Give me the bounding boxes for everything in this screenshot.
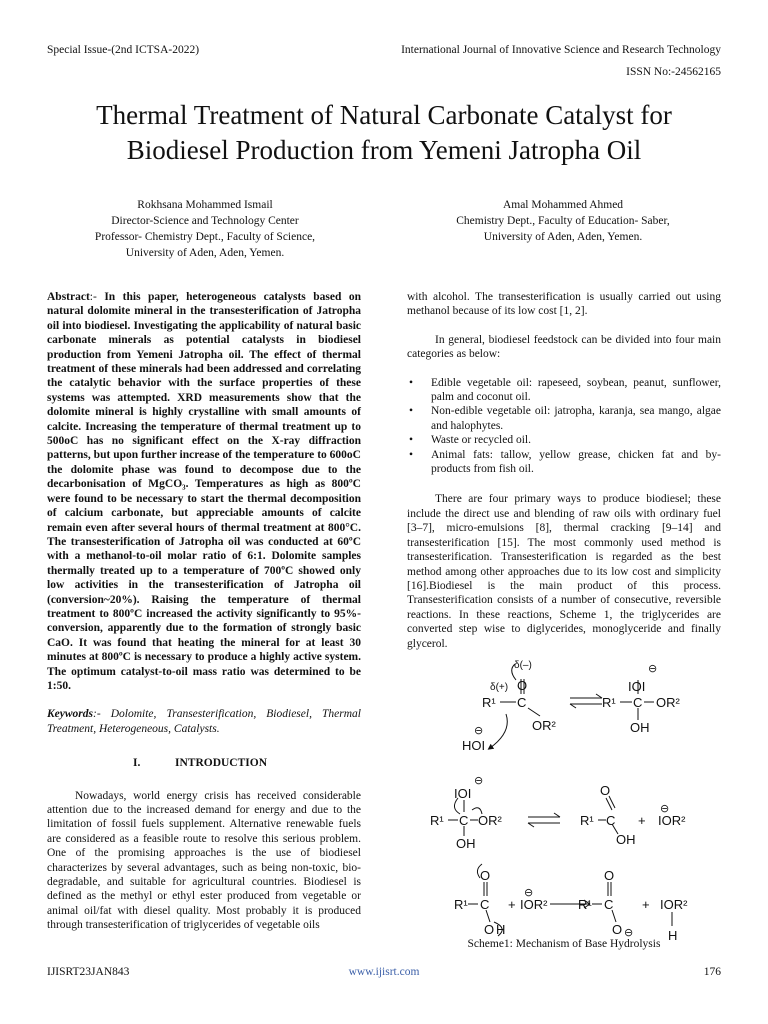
paragraph-feedstock: In general, biodiesel feedstock can be divided into four main categories as below: [407, 333, 721, 361]
hydrogen-label: H [668, 928, 678, 943]
r1-label: R¹ [430, 813, 444, 828]
oh-label: OH [630, 720, 650, 735]
oxygen-anion-label: IOI [628, 679, 646, 694]
footer-page-number: 176 [703, 966, 721, 978]
partial-charge-negative: δ(–) [514, 660, 532, 671]
carbon-label: C [517, 695, 527, 710]
section-title: INTRODUCTION [175, 757, 268, 770]
author-affiliation: Professor- Chemistry Dept., Faculty of Science, [94, 231, 316, 243]
keywords-text: Dolomite, Transesterification, Biodiesel, Thermal Treatment, Heterogeneous, Catalysts. [47, 708, 361, 735]
or2-label: OR² [656, 695, 680, 710]
r1-label: R¹ [578, 897, 592, 912]
keywords: Keywords:- Dolomite, Transesterification, Biodiesel, Thermal Treatment, Heterogeneous, Catalysts. [47, 708, 361, 735]
intro-paragraph: Nowadays, world energy crisis has received considerable attention due to the increased demand for energy and due to the limitation of fossil fuels supplement. Alternative renewable fuels are considered as a feasible route to resolve this serious problem. One of the promising approaches is the use of biodiesel characterizes by several advantages, such as being non-toxic, bio-degradable, and suitable for agricultural countries. Biodiesel is defined as the methyl or ethyl ester produced from vegetable or animal oil/fat with diesel quality. Most probably it is produced through transesterification of triglycerides of vegetable oils [47, 789, 361, 932]
partial-charge-positive: δ(+) [490, 682, 509, 693]
oxygen-label: O [612, 922, 623, 937]
r1-label: R¹ [602, 695, 616, 710]
keywords-label: Keywords [47, 708, 93, 721]
author-block-left [60, 197, 350, 261]
running-header-journal: International Journal of Innovative Science and Research Technology [401, 44, 721, 56]
author-affiliation: University of Aden, Aden, Yemen. [483, 231, 643, 243]
minus-charge: ⊖ [474, 775, 484, 787]
scheme-caption: Scheme1: Mechanism of Base Hydrolysis [467, 938, 661, 950]
minus-charge: ⊖ [624, 927, 634, 939]
abstract-label: Abstract [47, 291, 90, 303]
plus-sign: + [642, 897, 650, 912]
section-number: I. [133, 757, 141, 770]
author-affiliation: Director-Science and Technology Center [111, 215, 299, 227]
paragraph-continued: with alcohol. The transesterification is usually carried out using methanol because of its low cost [1, 2]. [407, 291, 721, 318]
carbon-label: C [459, 813, 469, 828]
author-name: Amal Mohammed Ahmed [502, 199, 624, 211]
alcohol-label: IOR² [660, 897, 688, 912]
minus-charge: ⊖ [524, 887, 534, 899]
paper-title [30, 98, 738, 168]
running-header-issn: ISSN No:-24562165 [626, 66, 721, 78]
abstract: Abstract:- In this paper, heterogeneous catalysts based on natural dolomite mineral in the transesterification of Jatropha oil into biodiesel. Investigating the applicability of natural basic carbonate minerals as potential catalysts in biodiesel production from Yemeni Jatropha oil. The effect of thermal treatment of these minerals had been addressed and correlating the catalytic behavior with the surface properties of these systems was attempted. XRD measurements show that the dolomite mineral is highly crystalline with small amounts of calcite. Increasing the temperature of thermal treatment up to 500oC has no significant effect on the X-ray diffraction patterns, but upon further increase of the temperature to 600oC the dolomite phase was found to decompose due to the decarbonisation of MgCO₃. Temperatures as high as 800ºC were found to be necessary to start the thermal decomposition of calcium carbonate, but appreciable amounts of calcite remain even after several hours of thermal treatment at 800°C. The transesterification of Jatropha oil was conducted at 60ºC with a methanol-to-oil molar ratio of 6:1. Dolomite samples thermally treated up to a temperature of 700ºC showed only low activities in the transesterification of Jatropha oil (conversion~20%). Raising the temperature of thermal treatment to 800ºC increased the activity significantly to 95%-conversion, apparently due to the formation of strongly basic CaO. It was found that heating the mineral for at least 30 minutes at 800ºC is necessary to produce a highly active system. The optimum catalyst-to-oil mass ratio was determined to be 1:50. [47, 291, 361, 692]
author-affiliation: University of Aden, Aden, Yemen. [125, 247, 285, 259]
feedstock-list [407, 376, 721, 477]
carbon-label: C [480, 897, 490, 912]
minus-charge: ⊖ [648, 663, 658, 675]
carbon-label: C [604, 897, 614, 912]
abstract-text: In this paper, heterogeneous catalysts based on natural dolomite mineral in the transesterification of Jatropha oil into biodiesel. Investigating the applicability of natural basic carbonate minerals as potential catalysts in biodiesel production from Yemeni Jatropha oil. The effect of thermal treatment of these minerals had been addressed and correlating the catalytic behavior with the surface properties of these systems was attempted. XRD measurements show that the dolomite mineral is highly crystalline with small amounts of calcite. Increasing the temperature of thermal treatment up to 500oC has no significant effect on the X-ray diffraction patterns, but upon further increase of the temperature to 600oC the dolomite phase was found to decompose due to the decarbonisation of MgCO₃. Temperatures as high as 800ºC were found to be necessary to start the thermal decomposition of calcium carbonate, but appreciable amounts of calcite remain even after several hours of thermal treatment at 800°C. The transesterification of Jatropha oil was conducted at 60ºC with a methanol-to-oil molar ratio of 6:1. Dolomite samples thermally treated up to a temperature of 700ºC showed only low activities in the transesterification of Jatropha oil (conversion~20%). Raising the temperature of thermal treatment to 800ºC increased the activity significantly to 95%-conversion, apparently due to the formation of strongly basic CaO. It was found that heating the mineral for at least 30 minutes at 800ºC is necessary to produce a highly active system. The optimum catalyst-to-oil mass ratio was determined to be 1:50. [47, 291, 361, 692]
oxygen-label: O [517, 678, 528, 693]
hydroxide-label: HOI [462, 738, 486, 753]
minus-charge: ⊖ [474, 725, 484, 737]
author-block-right [418, 197, 708, 245]
oh-label: OH [616, 832, 636, 847]
or2-label: OR² [478, 813, 502, 828]
running-header-left: Special Issue-(2nd ICTSA-2022) [47, 44, 200, 56]
title-line-1: Thermal Treatment of Natural Carbonate Catalyst for [96, 100, 672, 130]
alkoxide-label: IOR² [520, 897, 548, 912]
title-line-2: Biodiesel Production from Yemeni Jatropha Oil [126, 135, 642, 165]
oxygen-anion-label: IOI [454, 786, 472, 801]
plus-sign: + [508, 897, 516, 912]
carbon-label: C [633, 695, 643, 710]
hydrogen-label: H [496, 922, 506, 937]
plus-sign: + [638, 813, 646, 828]
oxygen-label: O [604, 868, 615, 883]
r1-label: R¹ [482, 695, 496, 710]
oxygen-label: O [600, 783, 611, 798]
alkoxide-label: IOR² [658, 813, 686, 828]
carbon-label: C [606, 813, 616, 828]
scheme-mechanism-svg [420, 652, 720, 952]
r1-label: R¹ [580, 813, 594, 828]
footer-paper-id: IJISRT23JAN843 [47, 966, 130, 978]
paragraph-methods: There are four primary ways to produce biodiesel; these include the direct use and blending of raw oils with ordinary fuel [3–7], micro-emulsions [8], thermal cracking [9–14] and transesterification [15]. The most commonly used method is transesterification. Transesterification is regarded as the best method among other approaches due to its low cost and simplicity [16].Biodiesel is the main product of this process. Transesterification consists of a number of consecutive, reversible reactions. In these reactions, Scheme 1, the triglycerides are converted step wise to diglycerides, monoglyceride and finally glycerol. [407, 493, 721, 650]
minus-charge: ⊖ [660, 803, 670, 815]
or2-label: OR² [532, 718, 556, 733]
list-item: • Edible vegetable oil: rapeseed, soybean, peanut, sunflower, palm and coconut oil. [407, 376, 721, 405]
oh-label: OH [456, 836, 476, 851]
list-item: • Animal fats: tallow, yellow grease, chicken fat and by-products from fish oil. [407, 448, 721, 477]
list-item: • Waste or recycled oil. [407, 433, 721, 447]
oxygen-label: O [480, 868, 491, 883]
footer-website-link[interactable]: www.ijisrt.com [348, 966, 420, 978]
list-item: • Non-edible vegetable oil: jatropha, karanja, sea mango, algae and halophytes. [407, 404, 721, 433]
author-affiliation: Chemistry Dept., Faculty of Education- Saber, [456, 215, 670, 227]
oxygen-label: O [484, 922, 495, 937]
left-column [47, 290, 361, 933]
scheme-figure [420, 652, 720, 952]
author-name: Rokhsana Mohammed Ismail [137, 199, 273, 211]
section-heading-introduction [47, 756, 361, 770]
right-column [407, 290, 721, 651]
r1-label: R¹ [454, 897, 468, 912]
